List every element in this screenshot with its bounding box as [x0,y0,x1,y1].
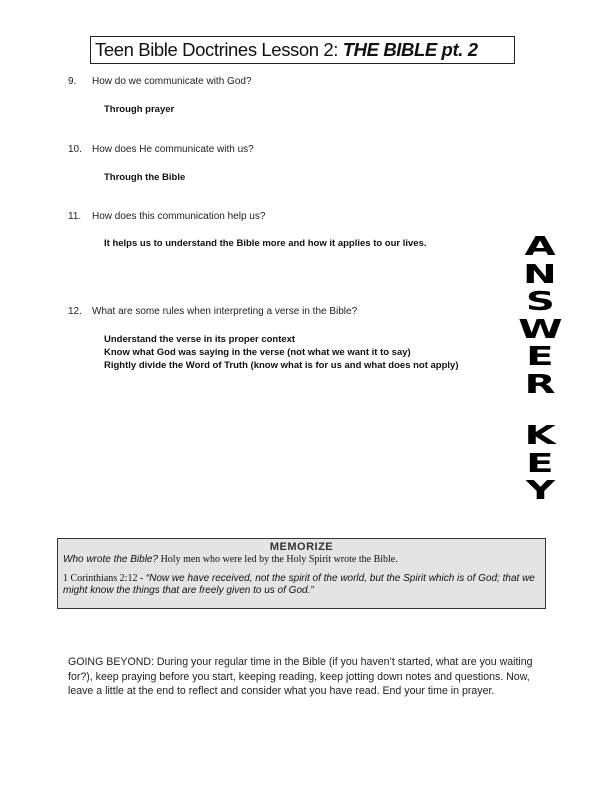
going-beyond-paragraph: GOING BEYOND: During your regular time in the Bible (if you haven’t started, what are you waiting for?), keep praying before you start, keeping reading, keep jotting down notes and questions. Now, leave a little at the end to reflect and consider what you have read. End your time in prayer. [68,656,533,697]
memorize-heading: MEMORIZE [269,541,334,553]
answer-key-letter: W [517,314,563,345]
answer-key-letter: A [524,232,556,262]
answer-key-letter: E [526,342,554,372]
answer-key-letter: S [525,287,555,317]
answer-12-line-3: Rightly divide the Word of Truth (know what is for us and what does not apply) [104,360,459,371]
memorize-question: Who wrote the Bible? [63,554,159,565]
lesson-title [90,36,515,64]
answer-key-letter: K [524,421,556,451]
question-text: What are some rules when interpreting a verse in the Bible? [92,306,358,317]
question-number: 10. [68,144,82,155]
question-10 [68,144,254,155]
memorize-box [57,538,546,609]
answer-key-letter: Y [525,476,555,506]
question-text: How does this communication help us? [92,211,266,222]
answer-10: Through the Bible [104,172,186,183]
memorize-verse-text: “Now we have received, not the spirit of the world, but the Spirit which is of God; that we might know the things that are freely given to us of God.” [63,573,535,596]
answer-9: Through prayer [104,104,175,115]
question-number: 9. [68,76,77,87]
question-9 [68,76,252,87]
question-12 [68,306,357,317]
answer-key-letter: N [523,259,557,290]
memorize-question-answer: Holy men who were led by the Holy Spirit wrote the Bible. [158,554,398,565]
answer-12-line-1: Understand the verse in its proper context [104,334,296,345]
answer-key-letter: E [526,448,554,479]
question-text: How do we communicate with God? [92,76,252,87]
answer-11: It helps us to understand the Bible more and how it applies to our lives. [104,238,427,249]
question-number: 11. [68,211,82,222]
question-number: 12. [68,306,82,317]
answer-key-label [514,234,566,506]
memorize-verse [63,573,540,597]
question-11 [68,211,265,222]
memorize-verse-ref: 1 Corinthians 2:12 - [63,573,146,584]
memorize-question-line [63,554,540,565]
lesson-title-main: Teen Bible Doctrines Lesson 2: [95,39,343,60]
question-text: How does He communicate with us? [92,144,254,155]
lesson-title-italic: THE BIBLE pt. 2 [342,39,478,60]
answer-key-letter: R [524,369,556,400]
answer-12-line-2: Know what God was saying in the verse (not what we want it to say) [104,347,411,358]
